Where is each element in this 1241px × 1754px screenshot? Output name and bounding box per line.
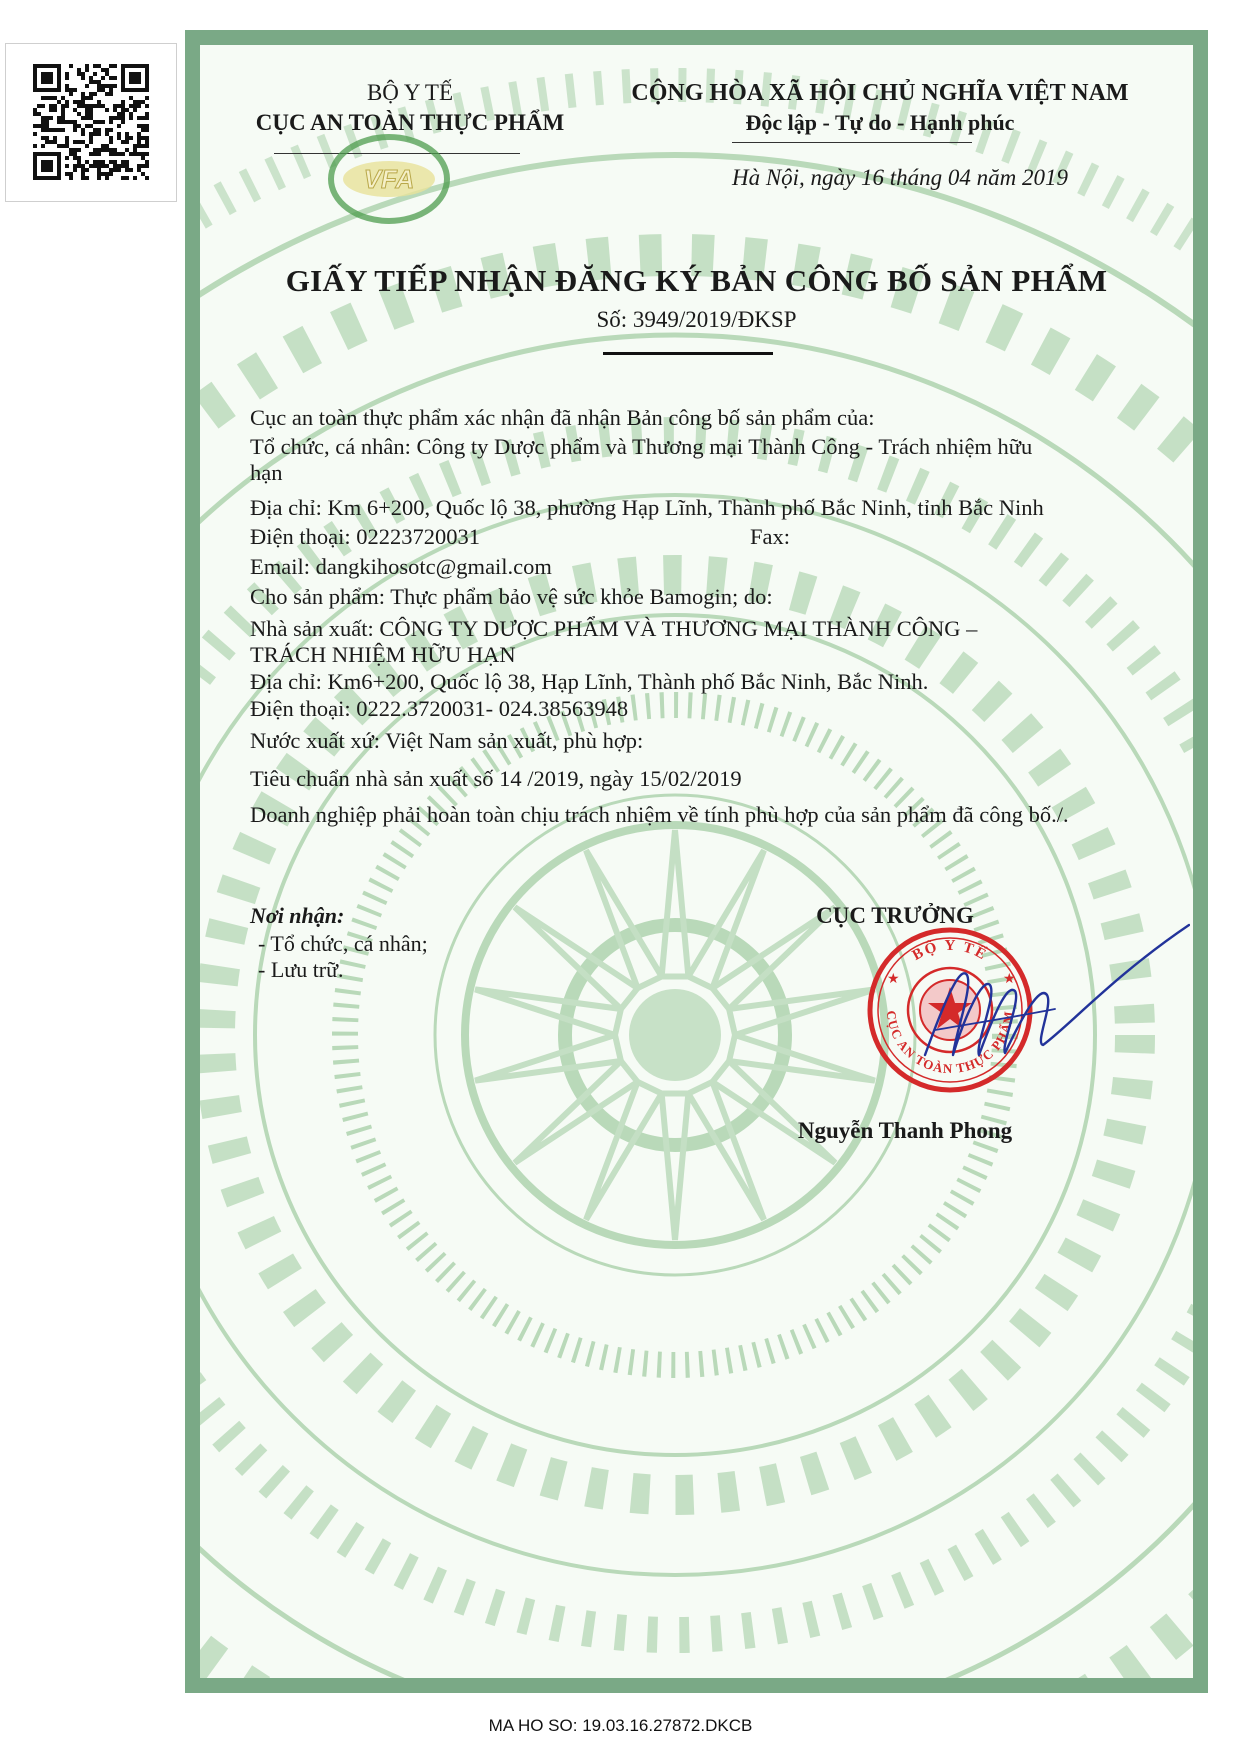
dossier-code: MA HO SO: 19.03.16.27872.DKCB [488,1716,753,1735]
vfa-logo [327,133,451,225]
certificate-content [200,45,1193,1678]
manufacturer-line-2: TRÁCH NHIỆM HỮU HẠN [250,642,516,667]
manufacturer-standard: Tiêu chuẩn nhà sản xuất số 14 /2019, ngày 15/02/2019 [250,766,742,791]
title-underline [603,352,773,355]
qr-code [29,63,153,181]
signer-name: Nguyễn Thanh Phong [797,1118,1013,1143]
seal-top-text: BỘ Y TẾ [909,937,991,964]
issue-date: Hà Nội, ngày 16 tháng 04 năm 2019 [731,165,1069,190]
certificate-frame [185,30,1208,1693]
certificate-paper [200,45,1193,1678]
recipients-title: Nơi nhận: [250,903,345,928]
product-name: Cho sản phẩm: Thực phẩm bảo vệ sức khỏe Bamogin; do: [250,584,773,609]
organization-line-1: Tổ chức, cá nhân: Công ty Dược phẩm và Thương mại Thành Công - Trách nhiệm hữu [250,434,1033,459]
organization-fax: Fax: [750,524,791,549]
recipient-item: - Lưu trữ. [258,957,344,982]
intro-text: Cục an toàn thực phẩm xác nhận đã nhận Bản công bố sản phẩm của: [250,405,875,430]
seal-bottom-text: CỤC AN TOÀN THỰC PHẨM [883,1009,1017,1077]
organization-email: Email: dangkihosotc@gmail.com [250,554,552,579]
signer-title: CỤC TRƯỞNG [816,903,974,928]
header-rule-right [732,142,972,143]
svg-text:★: ★ [887,971,900,987]
national-motto: Độc lập - Tự do - Hạnh phúc [745,110,1015,135]
organization-line-2: hạn [250,460,283,485]
organization-address: Địa chỉ: Km 6+200, Quốc lộ 38, phường Hạp Lĩnh, Thành phố Bắc Ninh, tỉnh Bắc Ninh [250,495,1044,520]
organization-phone: Điện thoại: 02223720031 [250,524,480,549]
handwritten-signature [905,905,1190,1095]
responsibility-statement: Doanh nghiệp phải hoàn toàn chịu trách nhiệm về tính phù hợp của sản phẩm đã công bố./. [250,802,1069,827]
manufacturer-line-1: Nhà sản xuất: CÔNG TY DƯỢC PHẨM VÀ THƯƠNG MẠI THÀNH CÔNG – [250,616,978,641]
agency-name: CỤC AN TOÀN THỰC PHẨM [255,110,565,135]
svg-text:★: ★ [1003,971,1016,987]
vfa-logo-text: VFA [363,164,415,194]
ministry-name: BỘ Y TẾ [366,80,454,105]
manufacturer-phone: Điện thoại: 0222.3720031- 024.38563948 [250,696,629,721]
manufacturer-address: Địa chỉ: Km6+200, Quốc lộ 38, Hạp Lĩnh, Thành phố Bắc Ninh, Bắc Ninh. [250,669,929,694]
qr-code-card [5,43,177,202]
document-number: Số: 3949/2019/ĐKSP [596,307,797,332]
document-title: GIẤY TIẾP NHẬN ĐĂNG KÝ BẢN CÔNG BỐ SẢN PHẨM [285,263,1108,298]
republic-name: CỘNG HÒA XÃ HỘI CHỦ NGHĨA VIỆT NAM [631,80,1129,106]
country-of-origin: Nước xuất xứ: Việt Nam sản xuất, phù hợp: [250,728,644,753]
recipient-item: - Tổ chức, cá nhân; [258,931,428,956]
